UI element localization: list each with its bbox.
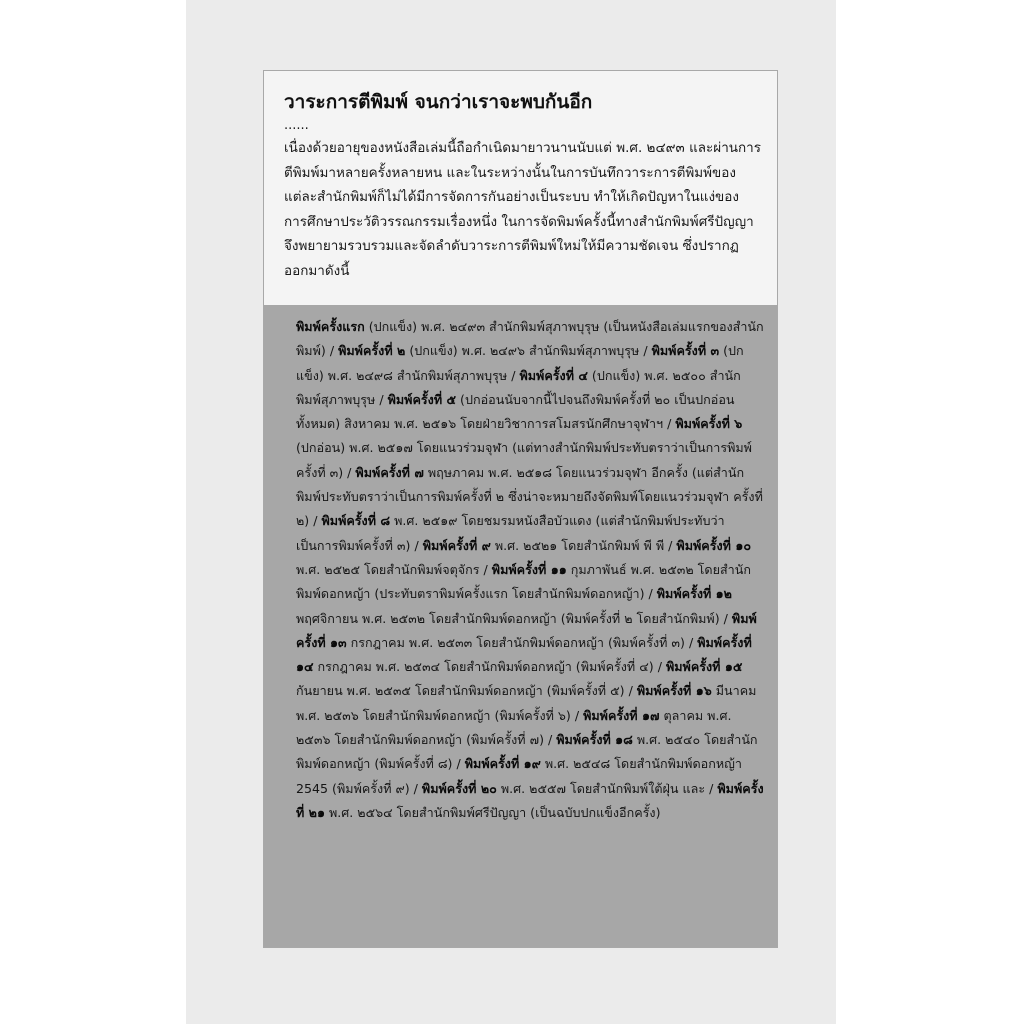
printing-detail: กรกฎาคม พ.ศ. ๒๕๓๔ โดยสำนักพิมพ์ดอกหญ้า (พิมพ์ครั้งที่ ๔) xyxy=(313,659,654,675)
printing-history-panel xyxy=(264,305,777,947)
entry-separator: / xyxy=(409,780,422,796)
entry-separator: / xyxy=(325,343,339,359)
printing-label: พิมพ์ครั้งที่ ๑๙ xyxy=(464,756,541,772)
printing-detail: (ปกแข็ง) พ.ศ. ๒๔๙๓ สำนักพิมพ์สุภาพบุรุษ (เป็นหนังสือเล่มแรกของสำนักพิมพ์) xyxy=(296,319,764,359)
printing-label: พิมพ์ครั้งที่ ๑๖ xyxy=(636,683,712,699)
entry-separator: / xyxy=(653,659,666,675)
intro-paragraph: เนื่องด้วยอายุของหนังสือเล่มนี้ถือกำเนิดมายาวนานนับแต่ พ.ศ. ๒๔๙๓ และผ่านการตีพิมพ์มาหลายครั้งหลายหน และในระหว่างนั้นในการบันทึกวาระการตีพิมพ์ของแต่ละสำนักพิมพ์ก็ไม่ได้มีการจัดการกันอย่างเป็นระบบ ทำให้เกิดปัญหาในแง่ของการศึกษาประวัติวรรณกรรมเรื่องหนึ่ง ในการจัดพิมพ์ครั้งนี้ทางสำนักพิมพ์ศรีปัญญาจึงพยายามรวบรวมและจัดลำดับวาระการตีพิมพ์ใหม่ให้มีความชัดเจน ซึ่งปรากฏออกมาดังนี้ xyxy=(284,140,762,279)
printing-label: พิมพ์ครั้งที่ ๑๓ xyxy=(296,610,757,650)
entry-separator: / xyxy=(543,732,557,748)
printing-detail: พฤศจิกายน พ.ศ. ๒๕๓๒ โดยสำนักพิมพ์ดอกหญ้า (พิมพ์ครั้งที่ ๒ โดยสำนักพิมพ์) xyxy=(296,610,720,626)
printing-detail: กรกฎาคม พ.ศ. ๒๕๓๓ โดยสำนักพิมพ์ดอกหญ้า (พิมพ์ครั้งที่ ๓) xyxy=(346,634,685,650)
printing-detail: พ.ศ. ๒๕๒๑ โดยสำนักพิมพ์ พี พี xyxy=(490,537,665,553)
printing-entry xyxy=(422,781,705,796)
printing-detail: พ.ศ. ๒๕๑๙ โดยชมรมหนังสือบัวแดง (แต่สำนักพิมพ์ประทับว่าเป็นการพิมพ์ครั้งที่ ๓) xyxy=(296,513,725,553)
printing-label: พิมพ์ครั้งที่ ๑๗ xyxy=(583,707,660,723)
entry-separator: / xyxy=(410,537,423,553)
printing-detail: (ปกอ่อน) พ.ศ. ๒๕๑๗ โดยแนวร่วมจุฬา (แต่ทางสำนักพิมพ์ประทับตราว่าเป็นการพิมพ์ครั้งที่ ๓) xyxy=(296,440,752,480)
text-box xyxy=(263,70,778,948)
entry-separator: / xyxy=(639,343,652,359)
printing-label: พิมพ์ครั้งที่ ๑๐ xyxy=(676,537,751,553)
printing-detail: (ปกแข็ง) พ.ศ. ๒๕๐๐ สำนักพิมพ์สุภาพบุรุษ xyxy=(296,367,741,407)
printing-detail: พ.ศ. ๒๕๖๔ โดยสำนักพิมพ์ศรีปัญญา (เป็นฉบับปกแข็งอีกครั้ง) xyxy=(324,804,661,820)
entry-separator: / xyxy=(507,367,520,383)
section-title: วาระการตีพิมพ์ จนกว่าเราจะพบกันอีก xyxy=(284,91,593,113)
entry-separator: / xyxy=(644,586,657,602)
printing-label: พิมพ์ครั้งที่ ๘ xyxy=(321,513,391,529)
printing-label: พิมพ์ครั้งที่ ๒๑ xyxy=(296,780,764,820)
printing-label: พิมพ์ครั้งที่ ๑๔ xyxy=(296,634,752,675)
entry-separator: / xyxy=(719,610,732,626)
entry-separator: / xyxy=(343,464,356,480)
printing-label: พิมพ์ครั้งที่ ๒๐ xyxy=(421,780,497,796)
printing-label: พิมพ์ครั้งที่ ๓ xyxy=(651,343,720,359)
printing-label: พิมพ์ครั้งที่ ๔ xyxy=(519,367,588,383)
printing-label: พิมพ์ครั้งที่ ๑๑ xyxy=(491,561,567,577)
entry-separator: / xyxy=(663,416,676,432)
printing-detail: ตุลาคม พ.ศ. ๒๕๓๖ โดยสำนักพิมพ์ดอกหญ้า (พิมพ์ครั้งที่ ๗) xyxy=(296,707,732,748)
printing-detail: มีนาคม พ.ศ. ๒๕๓๖ โดยสำนักพิมพ์ดอกหญ้า (พิมพ์ครั้งที่ ๖) xyxy=(296,683,757,723)
printing-label: พิมพ์ครั้งที่ ๑๘ xyxy=(556,732,633,748)
printing-entry xyxy=(423,538,664,553)
entry-separator: / xyxy=(309,513,322,529)
entry-separator: / xyxy=(479,561,492,577)
printing-detail: พ.ศ. ๒๕๔๘ โดยสำนักพิมพ์ดอกหญ้า 2545 (พิมพ์ครั้งที่ ๙) xyxy=(296,756,742,796)
printing-detail: กันยายน พ.ศ. ๒๕๓๕ โดยสำนักพิมพ์ดอกหญ้า (พิมพ์ครั้งที่ ๕) xyxy=(296,683,625,699)
intro-section xyxy=(264,71,777,305)
printing-detail: (ปกอ่อนนับจากนี้ไปจนถึงพิมพ์ครั้งที่ ๒๐ เป็นปกอ่อนทั้งหมด) สิงหาคม พ.ศ. ๒๕๑๖ โดยฝ่ายวิชาการสโมสรนักศึกษาจุฬาฯ xyxy=(296,391,735,432)
printing-label: พิมพ์ครั้งที่ ๕ xyxy=(387,391,457,407)
printing-detail: พ.ศ. ๒๕๕๗ โดยสำนักพิมพ์ใต้ฝุ่น และ xyxy=(496,780,706,796)
printing-label: พิมพ์ครั้งที่ ๑๕ xyxy=(665,659,743,675)
entry-separator: / xyxy=(570,707,584,723)
printing-detail: พ.ศ. ๒๕๒๕ โดยสำนักพิมพ์จตุจักร xyxy=(296,561,480,577)
entry-separator: / xyxy=(664,537,677,553)
printing-detail: พฤษภาคม พ.ศ. ๒๕๑๘ โดยแนวร่วมจุฬา อีกครั้ง (แต่สำนักพิมพ์ประทับตราว่าเป็นการพิมพ์ครั้งที่ ๒ ซึ่งน่าจะหมายถึงจัดพิมพ์โดยแนวร่วมจุฬา ครั้งที่ ๒) xyxy=(296,464,763,529)
printing-detail: พ.ศ. ๒๕๔๐ โดยสำนักพิมพ์ดอกหญ้า (พิมพ์ครั้งที่ ๘) xyxy=(296,732,758,772)
entry-separator: / xyxy=(452,756,465,772)
printing-label: พิมพ์ครั้งที่ ๗ xyxy=(355,464,424,480)
entry-separator: / xyxy=(705,780,718,796)
printing-label: พิมพ์ครั้งแรก xyxy=(296,319,365,334)
printing-detail: (ปกแข็ง) พ.ศ. ๒๔๙๘ สำนักพิมพ์สุภาพบุรุษ xyxy=(296,343,744,383)
printing-entry xyxy=(338,343,639,358)
printing-detail: กุมภาพันธ์ พ.ศ. ๒๕๓๒ โดยสำนักพิมพ์ดอกหญ้า (ประทับตราพิมพ์ครั้งแรก โดยสำนักพิมพ์ดอกหญ้า) xyxy=(296,561,751,602)
ellipsis: ...... xyxy=(284,118,309,133)
printing-detail: (ปกแข็ง) พ.ศ. ๒๔๙๖ สำนักพิมพ์สุภาพบุรุษ xyxy=(405,343,640,359)
entry-separator: / xyxy=(624,683,637,699)
entry-separator: / xyxy=(375,391,388,407)
printing-label: พิมพ์ครั้งที่ ๑๒ xyxy=(656,586,732,602)
printing-history-text xyxy=(296,315,765,825)
printing-label: พิมพ์ครั้งที่ ๖ xyxy=(675,416,743,432)
printing-label: พิมพ์ครั้งที่ ๒ xyxy=(338,343,406,359)
entry-separator: / xyxy=(684,634,698,650)
printing-label: พิมพ์ครั้งที่ ๙ xyxy=(422,537,491,553)
